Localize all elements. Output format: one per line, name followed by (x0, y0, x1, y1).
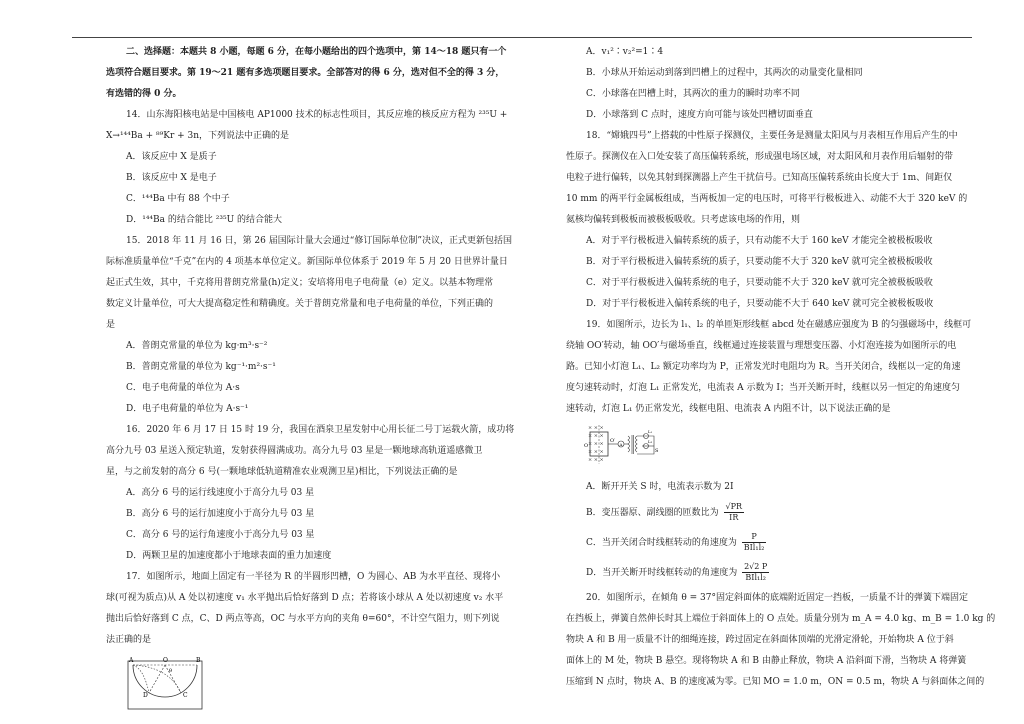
option-a: A．断开开关 S 时，电流表示数为 2I (586, 482, 734, 492)
option-b: B．对于平行极板进入偏转系统的质子，只要动能不大于 320 keV 就可完全被极板吸收 (586, 257, 933, 267)
question-stem: 星，与之前发射的高分 6 号(一颗地球低轨道精准农业观测卫星)相比，下列说法正确的是 (106, 467, 458, 477)
option-a: A．该反应中 X 是质子 (126, 152, 217, 162)
option-b (566, 498, 996, 528)
question-stem: 路。已知小灯泡 L₁、L₂ 额定功率均为 P，正常发光时电阻均为 R。当开关闭合，线框以一定的角速 (566, 362, 961, 372)
label-a: A (129, 657, 134, 664)
question-stem: 氦核均偏转到极板而被极板吸收。只考虑该电场的作用，则 (566, 215, 801, 225)
label-l1: L₁ (648, 429, 653, 434)
question-stem: 面体上的 M 处，物块 B 悬空。现将物块 A 和 B 由静止释放，物块 A 沿斜面下滑，当物块 A 将弹簧 (566, 656, 967, 666)
intro-line: 二、选择题：本题共 8 小题，每题 6 分，在每小题给出的四个选项中，第 14～18 题只有一个 (126, 47, 507, 57)
option-c: C．小球落在凹槽上时，其两次的重力的瞬时功率不同 (586, 89, 800, 99)
question-stem: 10 mm 的两平行金属板组成，当两板加一定的电压时，可将平行极板进入、动能不大于 320 keV 的 (566, 194, 968, 204)
question-stem: 起正式生效，其中，千克将用普朗克常量(h)定义；安培将用电子电荷量（e）定义。以基本物理常 (106, 278, 494, 288)
question-stem: 速转动，灯泡 L₁ 仍正常发光，线框电阻、电流表 A 内阻不计，以下说法正确的是 (566, 404, 891, 414)
semicircle-groove-figure (124, 653, 206, 713)
question-stem: 抛出后恰好落到 C 点，C、D 两点等高，OC 与水平方向的夹角 θ=60°，不计空气阻力，则下列说 (106, 614, 500, 624)
option-text: D．当开关断开时线框转动的角速度为 (586, 568, 738, 578)
question-stem: 绕轴 OO′转动，轴 OO′与磁场垂直，线框通过连接装置与理想变压器、小灯泡连接为如图所示的电 (566, 341, 957, 351)
svg-text:× × ×: × × × (588, 425, 604, 431)
question-stem: X→¹⁴⁴Ba + ⁸⁹Kr + 3n，下列说法中正确的是 (106, 131, 290, 141)
label-l2: L₂ (648, 439, 653, 444)
intro-line: 选项符合题目要求。第 19～21 题有多选项题目要求。全部答对的得 6 分，选对但不全的得 3 分， (106, 68, 505, 78)
question-stem: 高分九号 03 星送入预定轨道，发射获得圆满成功。高分九号 03 星是一颗地球高轨道遥感微卫 (106, 446, 483, 456)
label-s: S (655, 448, 659, 454)
label-ammeter: A (619, 442, 623, 447)
option-c: C．¹⁴⁴Ba 中有 88 个中子 (126, 194, 230, 204)
label-b: B (196, 657, 201, 664)
transformer-circuit-figure (582, 422, 662, 468)
question-15 (106, 231, 536, 420)
label-theta: θ (169, 668, 173, 674)
denominator: BIl₁l₂ (745, 573, 766, 582)
svg-text:× × ×: × × × (588, 457, 604, 463)
denominator: BIl₁l₂ (743, 543, 765, 552)
label-o: O (584, 443, 589, 449)
question-16 (106, 420, 536, 567)
numerator: 2√2 P (744, 562, 768, 571)
question-stem: 是 (106, 320, 116, 330)
question-19 (566, 315, 996, 588)
svg-text:× × ×: × × × (588, 433, 604, 439)
option-d: D．电子电荷量的单位为 A·s⁻¹ (126, 404, 249, 414)
option-b: B．普朗克常量的单位为 kg⁻¹·m²·s⁻¹ (126, 362, 276, 372)
question-17-options (566, 42, 996, 126)
right-column (566, 42, 996, 693)
question-stem: 电粒子进行偏转，以免其射到探测器上产生干扰信号。已知高压偏转系统由长度大于 1m、间距仅 (566, 173, 953, 183)
left-column (106, 42, 536, 722)
fraction (742, 562, 769, 583)
question-17 (106, 567, 536, 722)
option-a: A．对于平行极板进入偏转系统的质子，只有动能不大于 160 keV 才能完全被极板吸收 (586, 236, 933, 246)
question-stem: 16．2020 年 6 月 17 日 15 时 19 分，我国在酒泉卫星发射中心用长征二号丁运载火箭，成功将 (126, 425, 515, 435)
option-c: C．电子电荷量的单位为 A·s (126, 383, 240, 393)
option-a: A．v₁²∶v₂²=1∶4 (586, 47, 664, 57)
option-c: C．对于平行极板进入偏转系统的电子，只要动能不大于 320 keV 就可完全被极板吸收 (586, 278, 933, 288)
label-o: O (163, 657, 168, 664)
option-c: C．高分 6 号的运行角速度小于高分九号 03 星 (126, 530, 315, 540)
option-b: B．该反应中 X 是电子 (126, 173, 217, 183)
section-intro (106, 42, 536, 105)
label-d: D (143, 692, 148, 699)
option-d: D．小球落到 C 点时，速度方向可能与该处凹槽切面垂直 (586, 110, 813, 120)
question-stem: 20．如图所示，在倾角 θ = 37°固定斜面体的底端附近固定一挡板，一质量不计的弹簧下端固定 (586, 593, 968, 603)
option-b: B．高分 6 号的运行加速度小于高分九号 03 星 (126, 509, 315, 519)
question-stem: 球(可视为质点)从 A 处以初速度 v₁ 水平抛出后恰好落到 D 点；若将该小球从 A 处以初速度 v₂ 水平 (106, 593, 504, 603)
numerator: √PR (725, 502, 743, 511)
question-stem: 际标准质量单位“千克”在内的 4 项基本单位定义。新国际单位体系于 2019 年 5 月 20 日世界计量日 (106, 257, 508, 267)
option-b: B．小球从开始运动到落到凹槽上的过程中，其两次的动量变化量相同 (586, 68, 863, 78)
question-14 (106, 105, 536, 231)
question-18 (566, 126, 996, 315)
question-stem: 性原子。探测仪在入口处安装了高压偏转系统，形成强电场区域，对太阳风和月表作用后辐射的带 (566, 152, 954, 162)
option-a: A．普朗克常量的单位为 kg·m³·s⁻² (126, 341, 268, 351)
intro-line: 有选错的得 0 分。 (106, 89, 182, 99)
question-stem: 15．2018 年 11 月 16 日，第 26 届国际计量大会通过“修订国际单位制”决议，正式更新包括国 (126, 236, 512, 246)
question-stem: 数定义计量单位，可大大提高稳定性和精确度。关于普朗克常量和电子电荷量的单位，下列正确的 (106, 299, 494, 309)
question-stem: 18．“嫦娥四号”上搭载的中性原子探测仪，主要任务是测量太阳风与月表相互作用后产生的中 (586, 131, 958, 141)
question-stem: 物块 A 和 B 用一质量不计的细绳连接，跨过固定在斜面体顶端的光滑定滑轮，开始物块 A 位于斜 (566, 635, 954, 645)
svg-text:× × ×: × × × (588, 449, 604, 455)
fraction (724, 502, 745, 523)
option-d (566, 558, 996, 588)
question-stem: 19．如图所示，边长为 l₁、l₂ 的单匝矩形线框 abcd 处在磁感应强度为 B 的匀强磁场中，线框可 (586, 320, 972, 330)
question-stem: 法正确的是 (106, 635, 152, 645)
option-d: D．对于平行极板进入偏转系统的电子，只要动能不大于 640 keV 就可完全被极板吸收 (586, 299, 934, 309)
question-stem: 度匀速转动时，灯泡 L₁ 正常发光，电流表 A 示数为 I；当开关断开时，线框以另一恒定的角速度匀 (566, 383, 960, 393)
label-o-prime: O′ (610, 438, 616, 444)
question-20 (566, 588, 996, 693)
question-stem: 17．如图所示，地面上固定有一半径为 R 的半圆形凹槽，O 为圆心、AB 为水平直径、现将小 (126, 572, 501, 582)
question-stem: 14．山东海阳核电站是中国核电 AP1000 技术的标志性项目，其反应堆的核反应方程为 ²³⁵U + (126, 110, 508, 120)
label-c: C (183, 692, 188, 699)
numerator: P (742, 532, 767, 543)
option-text: B．变压器原、副线圈的匝数比为 (586, 508, 719, 518)
question-stem: 在挡板上，弹簧自然伸长时其上端位于斜面体上的 O 点处。质量分别为 m_A = 4.0 kg、m_B = 1.0 kg 的 (566, 614, 996, 624)
option-c (566, 528, 996, 558)
svg-text:× × ×: × × × (588, 441, 604, 447)
header-rule (72, 37, 972, 38)
fraction (742, 532, 767, 553)
option-a: A．高分 6 号的运行线速度小于高分九号 03 星 (126, 488, 315, 498)
question-stem: 压缩到 N 点时，物块 A、B 的速度减为零。已知 MO = 1.0 m，ON = 0.5 m，物块 A 与斜面体之间的 (566, 677, 985, 687)
option-d: D．¹⁴⁴Ba 的结合能比 ²³⁵U 的结合能大 (126, 215, 283, 225)
denominator: IR (729, 513, 739, 522)
option-d: D．两颗卫星的加速度都小于地球表面的重力加速度 (126, 551, 332, 561)
option-text: C．当开关闭合时线框转动的角速度为 (586, 538, 737, 548)
